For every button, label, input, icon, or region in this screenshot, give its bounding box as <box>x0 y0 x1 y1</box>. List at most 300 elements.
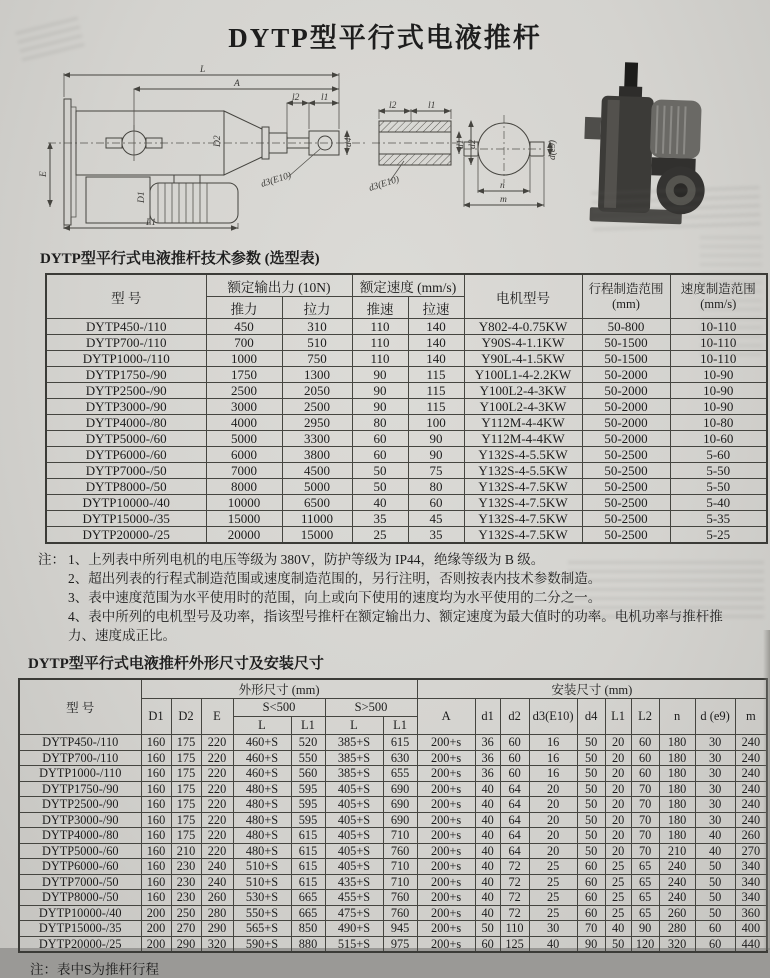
cell: 340 <box>735 874 767 890</box>
cell: 8000 <box>206 479 282 495</box>
cell: DYTP8000-/50 <box>46 479 206 495</box>
table-row <box>19 905 767 921</box>
cell: 405+S <box>325 859 383 875</box>
cell: 160 <box>141 843 171 859</box>
table-row <box>46 367 767 383</box>
cell: 385+S <box>325 766 383 782</box>
cell: 160 <box>141 735 171 751</box>
cell: 40 <box>695 828 735 844</box>
notes-block <box>38 550 744 645</box>
cell: 25 <box>352 527 408 544</box>
cell: DYTP7000-/50 <box>46 463 206 479</box>
table-row <box>46 351 767 367</box>
cell: 20 <box>605 735 631 751</box>
cell: 240 <box>201 859 233 875</box>
cell: 200 <box>141 921 171 937</box>
cell: 90 <box>408 431 464 447</box>
cell: DYTP2500-/90 <box>19 797 141 813</box>
cell: 460+S <box>233 766 291 782</box>
col-D1: D1 <box>141 699 171 735</box>
cell: DYTP450-/110 <box>19 735 141 751</box>
cell: 200+s <box>417 890 475 906</box>
cell: 405+S <box>325 828 383 844</box>
cell: Y112M-4-4KW <box>464 431 582 447</box>
cell: 50-2500 <box>582 447 670 463</box>
cell: 60 <box>408 495 464 511</box>
cell: 240 <box>735 766 767 782</box>
cell: 240 <box>735 797 767 813</box>
cell: 210 <box>171 843 201 859</box>
cell: 25 <box>529 874 577 890</box>
col-L-lt: L <box>233 717 291 735</box>
col-speed-range <box>670 274 767 319</box>
cell: 240 <box>735 735 767 751</box>
cell: 200+s <box>417 859 475 875</box>
cell: 60 <box>695 921 735 937</box>
table-row <box>46 399 767 415</box>
col-push-force: 推力 <box>206 297 282 319</box>
cell: 230 <box>171 874 201 890</box>
col-L1-lt: L1 <box>291 717 325 735</box>
cell: 50 <box>695 874 735 890</box>
cell: 4500 <box>282 463 352 479</box>
col-speed-range-label: 速度制造范围 <box>680 282 756 297</box>
cell: 40 <box>475 859 500 875</box>
cell: 220 <box>201 797 233 813</box>
dim-label-L: L <box>200 65 206 75</box>
dim-label-E: E <box>39 171 49 177</box>
cell: 20 <box>529 797 577 813</box>
cell: 65 <box>631 905 659 921</box>
cell: Y802-4-0.75KW <box>464 319 582 335</box>
col-d3: d3(E10) <box>529 699 577 735</box>
rod-end-section-view <box>368 101 478 194</box>
dim-label-l2: l2 <box>389 101 397 111</box>
cell: 50 <box>577 781 605 797</box>
cell: 110 <box>352 351 408 367</box>
cell: 50 <box>577 812 605 828</box>
cell: 64 <box>500 797 529 813</box>
cell: DYTP10000-/40 <box>19 905 141 921</box>
cell: 20 <box>605 812 631 828</box>
cell: 2500 <box>282 399 352 415</box>
cell: DYTP15000-/35 <box>46 511 206 527</box>
cell: DYTP1750-/90 <box>19 781 141 797</box>
cell: 40 <box>695 843 735 859</box>
cell: Y132S-4-5.5KW <box>464 463 582 479</box>
dim-label-l1: l1 <box>428 101 436 111</box>
cell: 160 <box>141 750 171 766</box>
cell: 240 <box>735 812 767 828</box>
cell: 50-2000 <box>582 431 670 447</box>
cell: 690 <box>383 797 417 813</box>
page-title: DYTP型平行式电液推杆 <box>228 23 542 53</box>
cell: 220 <box>201 766 233 782</box>
cell: 175 <box>171 781 201 797</box>
section1-title: DYTP型平行式电液推杆技术参数 (选型表) <box>40 251 320 267</box>
cell: DYTP3000-/90 <box>46 399 206 415</box>
cell: 460+S <box>233 750 291 766</box>
cell: 50-2500 <box>582 527 670 544</box>
cell: 25 <box>605 859 631 875</box>
col-d1: d1 <box>475 699 500 735</box>
cell: 180 <box>659 781 695 797</box>
group-s-lt-500: S<500 <box>233 699 325 717</box>
table-row <box>46 415 767 431</box>
cell: 290 <box>201 921 233 937</box>
cell: 40 <box>475 874 500 890</box>
cell: 450 <box>206 319 282 335</box>
cell: 550 <box>291 750 325 766</box>
cell: 50 <box>577 828 605 844</box>
cell: 110 <box>352 319 408 335</box>
cell: DYTP7000-/50 <box>19 874 141 890</box>
cell: 160 <box>141 828 171 844</box>
cell: 760 <box>383 843 417 859</box>
cell: 220 <box>201 750 233 766</box>
col-pull-speed: 拉速 <box>408 297 464 319</box>
cell: 60 <box>500 735 529 751</box>
note-line: 4、表中所列的电机型号及功率，指该型号推杆在额定输出力、额定速度为最大值时的功率。电机功率与推杆推力、速度成正比。 <box>68 609 723 643</box>
cell: 20000 <box>206 527 282 544</box>
cell: 10-60 <box>670 431 767 447</box>
col-push-speed: 推速 <box>352 297 408 319</box>
cell: 50 <box>695 859 735 875</box>
cell: 665 <box>291 890 325 906</box>
dim-label-d3: d3(E10) <box>259 170 293 190</box>
cell: 50-2000 <box>582 367 670 383</box>
table-row <box>19 921 767 937</box>
cell: 615 <box>383 735 417 751</box>
cell: 385+S <box>325 735 383 751</box>
col-model: 型 号 <box>19 679 141 735</box>
cell: 60 <box>577 905 605 921</box>
cell: 72 <box>500 874 529 890</box>
dimension-drawing <box>34 61 558 233</box>
cell: 160 <box>141 781 171 797</box>
cell: 200+s <box>417 766 475 782</box>
cell: 405+S <box>325 843 383 859</box>
table-row <box>46 335 767 351</box>
cell: DYTP450-/110 <box>46 319 206 335</box>
table-row <box>19 874 767 890</box>
col-L-gt: L <box>325 717 383 735</box>
cell: 50 <box>577 766 605 782</box>
cell: 510+S <box>233 874 291 890</box>
col-d4: d4 <box>577 699 605 735</box>
cell: DYTP4000-/80 <box>46 415 206 431</box>
cell: 665 <box>291 905 325 921</box>
cell: 320 <box>201 936 233 952</box>
cell: 700 <box>206 335 282 351</box>
dim-label-d2: d2 <box>468 139 478 149</box>
product-photo <box>554 61 736 233</box>
cell: 25 <box>605 874 631 890</box>
cell: 60 <box>695 936 735 952</box>
cell: Y100L1-4-2.2KW <box>464 367 582 383</box>
cell: 60 <box>352 447 408 463</box>
cell: 175 <box>171 735 201 751</box>
cell: 6000 <box>206 447 282 463</box>
cell: 360 <box>735 905 767 921</box>
table-row <box>46 431 767 447</box>
table-row <box>19 890 767 906</box>
cell: 175 <box>171 812 201 828</box>
cell: 100 <box>408 415 464 431</box>
col-n: n <box>659 699 695 735</box>
cell: 480+S <box>233 781 291 797</box>
cell: 64 <box>500 812 529 828</box>
cell: 50 <box>352 463 408 479</box>
cell: 90 <box>352 367 408 383</box>
cell: 405+S <box>325 781 383 797</box>
table-row <box>19 735 767 751</box>
col-rated-force: 额定输出力 (10N) <box>206 274 352 297</box>
cell: 595 <box>291 797 325 813</box>
cell: 10-110 <box>670 335 767 351</box>
cell: 50 <box>352 479 408 495</box>
cell: 455+S <box>325 890 383 906</box>
table-row <box>19 859 767 875</box>
cell: 36 <box>475 766 500 782</box>
cell: 160 <box>141 859 171 875</box>
cell: 64 <box>500 843 529 859</box>
figure-row <box>34 61 744 237</box>
cell: 20 <box>605 766 631 782</box>
cell: 550+S <box>233 905 291 921</box>
cell: 630 <box>383 750 417 766</box>
cell: 590+S <box>233 936 291 952</box>
cell: 40 <box>475 797 500 813</box>
cell: 760 <box>383 905 417 921</box>
dim-label-m: m <box>500 195 507 205</box>
cell: 200+s <box>417 797 475 813</box>
cell: 615 <box>291 828 325 844</box>
cell: 40 <box>475 781 500 797</box>
table-row <box>19 766 767 782</box>
cell: DYTP8000-/50 <box>19 890 141 906</box>
cell: 240 <box>735 750 767 766</box>
cell: DYTP3000-/90 <box>19 812 141 828</box>
table-row <box>46 527 767 544</box>
cell: DYTP15000-/35 <box>19 921 141 937</box>
dim-label-D1: D1 <box>137 191 147 203</box>
cell: 480+S <box>233 812 291 828</box>
table-row <box>46 383 767 399</box>
col-stroke-range-unit: (mm) <box>612 296 640 311</box>
cell: 50-1500 <box>582 351 670 367</box>
cell: 945 <box>383 921 417 937</box>
cell: 60 <box>577 859 605 875</box>
table-row <box>46 447 767 463</box>
dim-label-l2: l2 <box>292 93 300 103</box>
cell: 175 <box>171 750 201 766</box>
cell: 220 <box>201 735 233 751</box>
cell: 50-2000 <box>582 415 670 431</box>
cell: 160 <box>141 766 171 782</box>
cell: 20 <box>605 750 631 766</box>
cell: 50-2500 <box>582 463 670 479</box>
dim-label-de9: d(e9) <box>548 139 558 160</box>
cell: 270 <box>171 921 201 937</box>
cell: 270 <box>735 843 767 859</box>
cell: 240 <box>659 859 695 875</box>
cell: 60 <box>631 750 659 766</box>
col-model: 型 号 <box>46 274 206 319</box>
cell: 5-60 <box>670 447 767 463</box>
cell: 5000 <box>282 479 352 495</box>
cell: DYTP4000-/80 <box>19 828 141 844</box>
cell: 480+S <box>233 843 291 859</box>
col-speed-range-unit: (mm/s) <box>700 296 737 311</box>
cell: DYTP10000-/40 <box>46 495 206 511</box>
cell: 160 <box>141 812 171 828</box>
cell: 60 <box>577 874 605 890</box>
cell: 20 <box>529 812 577 828</box>
table-row <box>19 936 767 952</box>
cell: 110 <box>352 335 408 351</box>
group-s-gt-500: S>500 <box>325 699 417 717</box>
cell: 160 <box>141 874 171 890</box>
cell: DYTP6000-/60 <box>19 859 141 875</box>
section2-title: DYTP型平行式电液推杆外形尺寸及安装尺寸 <box>28 656 324 672</box>
cell: 10000 <box>206 495 282 511</box>
cell: 30 <box>695 735 735 751</box>
cell: 180 <box>659 797 695 813</box>
cell: 1750 <box>206 367 282 383</box>
cell: 200+s <box>417 874 475 890</box>
cell: 510+S <box>233 859 291 875</box>
cell: 385+S <box>325 750 383 766</box>
cell: 20 <box>605 843 631 859</box>
cell: Y112M-4-4KW <box>464 415 582 431</box>
cell: 60 <box>352 431 408 447</box>
cell: 260 <box>659 905 695 921</box>
col-motor: 电机型号 <box>464 274 582 319</box>
cell: 510 <box>282 335 352 351</box>
dim-label-L1: L1 <box>146 218 157 228</box>
col-L2: L2 <box>631 699 659 735</box>
cell: 690 <box>383 781 417 797</box>
cell: 25 <box>529 859 577 875</box>
table-row <box>19 843 767 859</box>
cell: 480+S <box>233 828 291 844</box>
cell: 5-35 <box>670 511 767 527</box>
dim-label-d3: d3(E10) <box>367 174 401 194</box>
note-line: 1、上列表中所列电机的电压等级为 380V，防护等级为 IP44，绝缘等级为 B 级。 <box>68 552 545 567</box>
dim-label-d1: d1 <box>456 139 466 149</box>
cell: 260 <box>735 828 767 844</box>
cell: Y100L2-4-3KW <box>464 399 582 415</box>
cell: 200+s <box>417 905 475 921</box>
cell: 750 <box>282 351 352 367</box>
cell: 435+S <box>325 874 383 890</box>
cell: 50-1500 <box>582 335 670 351</box>
cell: 220 <box>201 812 233 828</box>
cell: 50-2500 <box>582 479 670 495</box>
cell: 180 <box>659 735 695 751</box>
cell: 15000 <box>206 511 282 527</box>
cell: 50-2500 <box>582 495 670 511</box>
cell: 200+s <box>417 750 475 766</box>
cell: 595 <box>291 781 325 797</box>
cell: 200+s <box>417 936 475 952</box>
cell: 36 <box>475 750 500 766</box>
cell: 3800 <box>282 447 352 463</box>
cell: 250 <box>171 905 201 921</box>
cell: 40 <box>605 921 631 937</box>
cell: 320 <box>659 936 695 952</box>
cell: 50 <box>605 936 631 952</box>
cell: Y132S-4-7.5KW <box>464 527 582 544</box>
cell: 40 <box>529 936 577 952</box>
cell: 16 <box>529 735 577 751</box>
cell: 72 <box>500 905 529 921</box>
cell: 20 <box>529 828 577 844</box>
cell: 10-110 <box>670 319 767 335</box>
cell: Y132S-4-5.5KW <box>464 447 582 463</box>
cell: 90 <box>352 399 408 415</box>
cell: 65 <box>631 890 659 906</box>
cell: Y132S-4-7.5KW <box>464 511 582 527</box>
cell: 50 <box>695 890 735 906</box>
cell: 10-90 <box>670 383 767 399</box>
note-line: 2、超出列表的行程式制造范围或速度制造范围的，另行注明，否则按表内技术参数制造。 <box>68 571 602 586</box>
cell: 180 <box>659 750 695 766</box>
dim-label-l1: l1 <box>321 93 329 103</box>
cell: 20 <box>605 828 631 844</box>
table-row <box>19 812 767 828</box>
cell: 240 <box>201 874 233 890</box>
cell: 515+S <box>325 936 383 952</box>
cell: 125 <box>500 936 529 952</box>
cell: 140 <box>408 351 464 367</box>
cell: 230 <box>171 890 201 906</box>
cell: 10-110 <box>670 351 767 367</box>
cell: 70 <box>577 921 605 937</box>
cell: Y132S-4-7.5KW <box>464 495 582 511</box>
cell: 64 <box>500 781 529 797</box>
cell: 35 <box>352 511 408 527</box>
cell: 50 <box>695 905 735 921</box>
cell: 2500 <box>206 383 282 399</box>
cell: 565+S <box>233 921 291 937</box>
cell: 50 <box>577 797 605 813</box>
col-L1-install: L1 <box>605 699 631 735</box>
cell: 175 <box>171 797 201 813</box>
col-pull-force: 拉力 <box>282 297 352 319</box>
cell: 72 <box>500 859 529 875</box>
cell: 40 <box>475 905 500 921</box>
cell: 595 <box>291 812 325 828</box>
cell: 850 <box>291 921 325 937</box>
cell: DYTP20000-/25 <box>46 527 206 544</box>
notes-label: 注： <box>38 552 65 567</box>
cell: 200+s <box>417 921 475 937</box>
cell: 490+S <box>325 921 383 937</box>
cell: 80 <box>352 415 408 431</box>
cell: 7000 <box>206 463 282 479</box>
cell: 36 <box>475 735 500 751</box>
cell: 710 <box>383 828 417 844</box>
cell: 40 <box>475 843 500 859</box>
cell: 30 <box>529 921 577 937</box>
cell: 10-80 <box>670 415 767 431</box>
cell: 340 <box>735 859 767 875</box>
cell: DYTP1000-/110 <box>19 766 141 782</box>
dim-label-A: A <box>234 79 240 89</box>
col-d2: d2 <box>500 699 529 735</box>
